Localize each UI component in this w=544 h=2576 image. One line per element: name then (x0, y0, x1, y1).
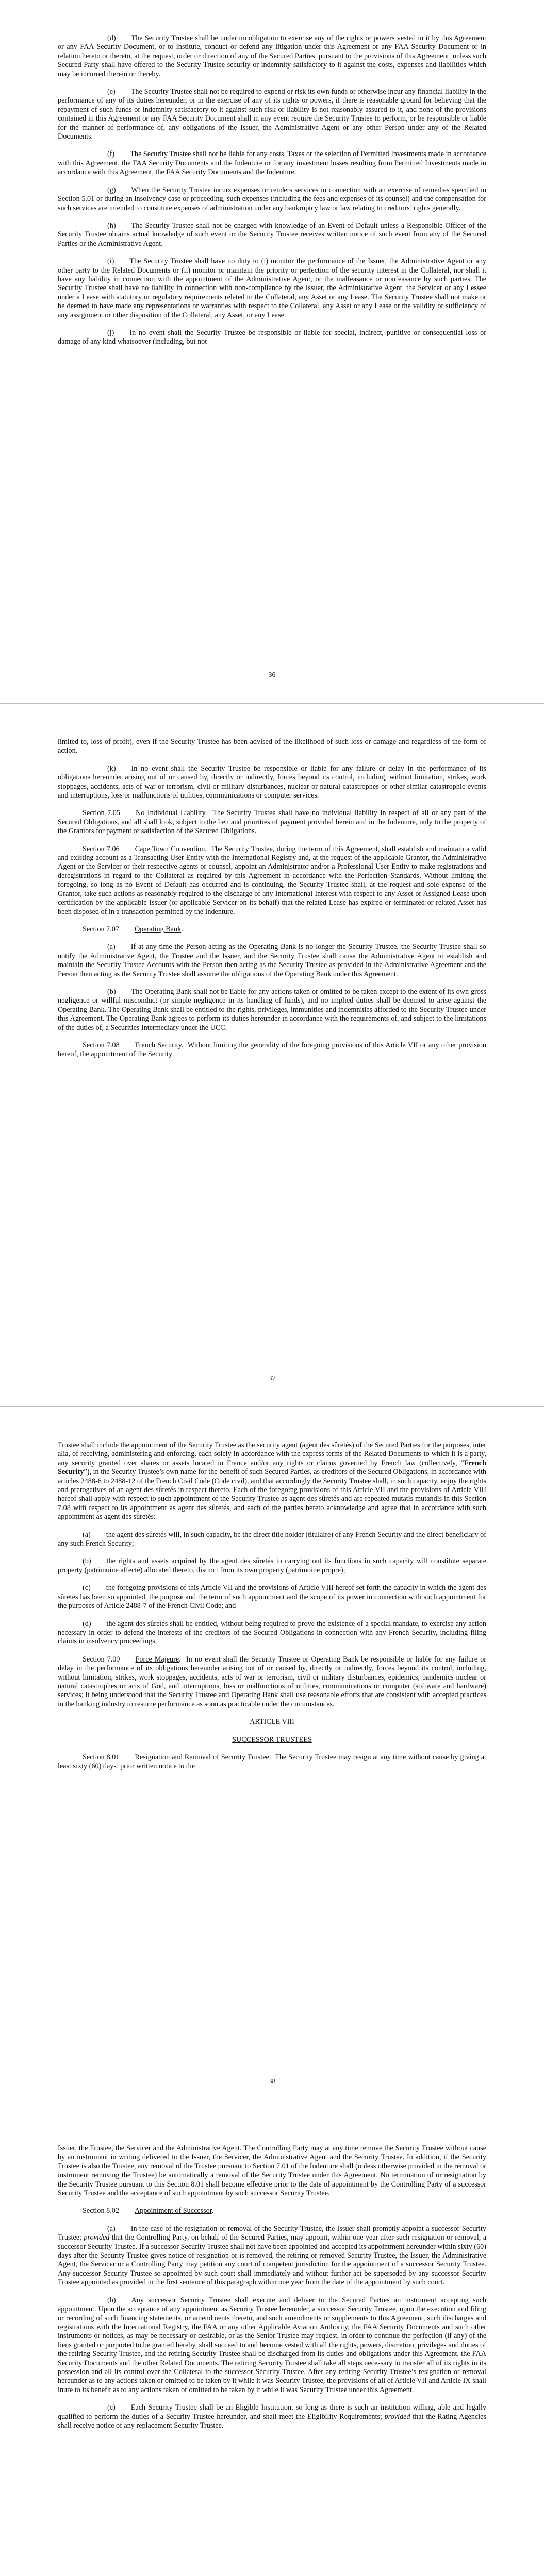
section-8-02: Section 8.02 Appointment of Successor. (83, 2207, 214, 2215)
french-security-intro: Trustee shall include the appointment of the Security Trustee as the security agent (agent des sûretés) of the Secured Parties for the purposes, inter alia, of receiving, administering and enforcing, each solely in accordance with the express terms of the Related Documents to which it is a party, any security granted over shares or assets located in France and/or any rights or claims governed by French law (collectively, “French Security”), in the Security Trustee’s own name for the benefit of such Secured Parties, as creditors of the Secured Obligations, in accordance with articles 2488-6 to 2488-12 of the French Civil Code (Code civil), and that accordingly the Security Trustee shall, in such capacity, enjoy the rights and prerogatives of an agent des sûretés in respect thereto. Each of the foregoing provisions of this Article VII and the provisions of Article VIII hereof shall apply with respect to such appointment of the Security Trustee as agent des sûretés and are repeated mutatis mutandis in this Section 7.08 with respect to its appointment as agent des sûretés, and each of the parties hereto acknowledge and agree that in accordance with such appointment as agent des sûretés: (58, 1441, 486, 1521)
paragraph-f: (f) The Security Trustee shall not be liable for any costs, Taxes or the selection of Permitted Investments made in accordance with this Agreement, the FAA Security Documents and the Indenture or for any investment losses resulting from Permitted Investments made in accordance with this Agreement, the FAA Security Documents and the Indenture. (58, 150, 486, 177)
page-number: 36 (268, 671, 276, 679)
paragraph-8-02-a: (a) In the case of the resignation or removal of the Security Trustee, the Issuer shall promptly appoint a successor Security Trustee; provided that the Controlling Party, on behalf of the Secured Parties, may appoint, within one year after such resignation or removal, a successor Security Trustee. If a successor Security Trustee shall not have been appointed and accepted its appointment hereunder within sixty (60) days after the Security Trustee gives notice of resignation or is removed, the retiring or removed Security Trustee, the Issuer, the Administrative Agent, the Servicer or a Controlling Party may petition any court of competent jurisdiction for the appointment of a successor Security Trustee. Any successor Security Trustee so appointed by such court shall immediately and without further act be superseded by any successor Security Trustee appointed as provided in the first sentence of this paragraph within one year from the date of the appointment by such court. (58, 2224, 487, 2287)
section-7-09: Section 7.09 Force Majeure. In no event shall the Security Trustee or Operating Bank be responsible or liable for any failure or delay in the performance of its obligations hereunder arising out of or caused by, directly or indirectly, forces beyond its control, including, without limitation, strikes, work stoppages, accidents, acts of war or terrorism, civil or military disturbances, epidemics, pandemics nuclear or natural catastrophes or acts of God, and interruptions, loss or malfunctions of utilities, communications or computer (software and hardware) services; it being understood that the Security Trustee and Operating Bank shall use reasonable efforts that are consistent with accepted practices in the banking industry to resume performance as soon as practicable under the circumstances. (58, 1655, 487, 1708)
paragraph-e: (e) The Security Trustee shall not be required to expend or risk its own funds or otherwise incur any financial liability in the performance of any of its duties hereunder, or in the exercise of any of its rights or powers, if there is reasonable ground for believing that the repayment of such funds or indemnity satisfactory to it against such risk or liability is not reasonably assured to it, and none of the provisions contained in this Agreement or any FAA Security Document shall in any event require the Security Trustee to perform, or be responsible or liable for the manner of performance of, any obligations of the Issuer, the Administrative Agent or any other Person under any of the Related Documents. (58, 88, 486, 141)
section-7-07: Section 7.07 Operating Bank. (83, 925, 183, 934)
paragraph-k: (k) In no event shall the Security Trustee be responsible or liable for any failure or delay in the performance of its obligations hereunder arising out of or caused by, directly or indirectly, forces beyond its control, including, without limitation, strikes, work stoppages, accidents, acts of war or terrorism, civil or military disturbances, nuclear or natural catastrophes or other similar catastrophic events and interruptions, loss or malfunctions of utilities, communications or computer services. (58, 764, 486, 800)
section-title: Force Majeure (135, 1655, 179, 1664)
document-page (0, 0, 544, 703)
section-7-06: Section 7.06 Cape Town Convention. The Security Trustee, during the term of this Agreement, shall establish and maintain a valid and existing account as a Transacting User Entity with the International Registry and, at the request of the applicable Grantor, the Administrative Agent or the Servicer or their respective agents or counsel, appoint an Administrator and/or a Professional User Entity to make registrations and deregistrations in regard to the Collateral as required by this Agreement in accordance with the Perfection Standards. Without limiting the foregoing, so long as no Event of Default has occurred and is continuing, the Security Trustee shall, at the request and sole expense of the Grantor, take such actions as reasonably required to the discharge of any International Interest with respect to any Asset or Assigned Lease upon certification by the applicable Issuer (or applicable Servicer on its behalf) that the related Lease has expired or terminated or related Asset has been disposed of in a transaction permitted by the Indenture. (58, 844, 487, 916)
section-7-08: Section 7.08 French Security. Without limiting the generality of the foregoing provisions of this Article VII or any other provision hereof, the appointment of the Security (58, 1041, 486, 1059)
page-number: 38 (268, 2078, 276, 2086)
section-title: Operating Bank (134, 925, 182, 934)
continuation-text: Issuer, the Trustee, the Servicer and the Administrative Agent. The Controlling Party may at any time remove the Security Trustee without cause by an instrument in writing delivered to the Issuer, the Servicer, the Administrative Agent and the Security Trustee. In addition, if the Security Trustee is also the Trustee, any removal of the Trustee pursuant to Section 7.01 of the Indenture shall (unless otherwise provided in the removal or instrument removing the Trustee) be automatically a removal of the Security Trustee under this Agreement. No termination of or resignation by the Security Trustee pursuant to this Section 8.01 shall become effective prior to the date of appointment by the Controlling Party of a successor Security Trustee and the acceptance of such appointment by such successor Security Trustee. (58, 2144, 486, 2198)
paragraph-7-07-a: (a) If at any time the Person acting as the Operating Bank is no longer the Security Trustee, the Security Trustee shall so notify the Administrative Agent, the Trustee and the Issuer, and the Security Trustee shall cause the Administrative Agent to establish and maintain the Security Trustee Accounts with the Person then acting as the Security Trustee as provided in the Administrative Agreement and the Person then acting as the Security Trustee shall assume the obligations of the Operating Bank under this Agreement. (58, 943, 486, 978)
article-title: SUCCESSOR TRUSTEES (232, 1735, 312, 1744)
paragraph-7-07-b: (b) The Operating Bank shall not be liable for any actions taken or omitted to be taken except to the extent of its own gross negligence or willful misconduct (or simple negligence in its handling of funds), and no implied duties shall be deemed to arise against the Operating Bank. The Operating Bank shall be entitled to the rights, privileges, immunities and indemnities afforded to the Security Trustee under this Agreement. The Operating Bank agrees to perform its duties hereunder in accordance with the requirements of, and subject to the limitations of the duties of, a Securities Intermediary under the UCC. (58, 987, 486, 1032)
page-number: 37 (268, 1375, 276, 1382)
article-heading: ARTICLE VIII (250, 1718, 294, 1726)
paragraph-7-08-b: (b) the rights and assets acquired by the agent des sûretés in carrying out its functions in such capacity will constitute separate property (patrimoine affecté) allocated thereto, distinct from its own property (patrimoine propre); (58, 1557, 486, 1574)
section-title: Cape Town Convention (135, 844, 205, 853)
paragraph-h: (h) The Security Trustee shall not be charged with knowledge of an Event of Default unless a Responsible Officer of the Security Trustee obtains actual knowledge of such event or the Security Trustee receives written notice of such event from any of the Secured Parties or the Administrative Agent. (58, 221, 486, 248)
document-page (0, 703, 544, 1406)
paragraph-g: (g) When the Security Trustee incurs expenses or renders services in connection with an exercise of remedies specified in Section 5.01 or during an insolvency case or proceeding, such expenses (including the fees and expenses of its counsel) and the compensation for such services are intended to constitute expenses of administration under any bankruptcy law or law relating to creditors’ rights generally. (58, 185, 486, 212)
paragraph-8-02-c: (c) Each Security Trustee shall be an Eligible Institution, so long as there is such an institution willing, able and legally qualified to perform the duties of a Security Trustee hereunder, and shall meet the Eligibility Requirements; provided that the Rating Agencies shall receive notice of any replacement Security Trustee. (58, 2403, 486, 2430)
section-title: French Security (135, 1041, 182, 1049)
proviso: provided (84, 2233, 110, 2242)
paragraph-7-08-c: (c) the foregoing provisions of this Article VII and the provisions of Article VIII hereof set forth the capacity in which the agent des sûretés has been so appointed, the purpose and the term of such appointment and the scope of its power in connection with such appointment for the purposes of Article 2488-7 of the French Civil Code; and (58, 1584, 486, 1611)
section-title: Appointment of Successor (134, 2207, 212, 2215)
section-title: Resignation and Removal of Security Trustee (135, 1753, 269, 1761)
document-page (0, 2110, 544, 2576)
paragraph-j: (j) In no event shall the Security Trustee be responsible or liable for special, indirect, punitive or consequential loss or damage of any kind whatsoever (including, but not (58, 328, 486, 346)
document-page (0, 1406, 544, 2110)
continuation-text: limited to, loss of profit), even if the Security Trustee has been advised of the likelihood of such loss or damage and regardless of the form of action. (58, 738, 486, 755)
paragraph-7-08-a: (a) the agent des sûretés will, in such capacity, be the direct title holder (titulaire) of any French Security and the direct beneficiary of any such French Security; (58, 1530, 486, 1548)
paragraph-d: (d) The Security Trustee shall be under no obligation to exercise any of the rights or powers vested in it by this Agreement or any FAA Security Document, or to institute, conduct or defend any litigation under this Agreement or any FAA Security Document or in relation hereto or thereto, at the request, order or direction of any of the Secured Parties, pursuant to the provisions of this Agreement, unless such Secured Party shall have offered to the Security Trustee security or indemnity satisfactory to it against the costs, expenses and liabilities which may be incurred therein or thereby. (58, 34, 486, 78)
defined-term: French Security (58, 1459, 486, 1477)
section-title: No Individual Liability (135, 809, 205, 818)
paragraph-7-08-d: (d) the agent des sûretés shall be entitled, without being required to prove the existence of a special mandate, to exercise any action necessary in order to defend the interests of the creditors of the Secured Obligations in connection with any French Security, including filing claims in insolvency proceedings. (58, 1619, 486, 1646)
proviso: provided (384, 2412, 410, 2421)
section-7-05: Section 7.05 No Individual Liability. The Security Trustee shall have no individual liability in respect of all or any part of the Secured Obligations, and all shall look, subject to the lien and priorities of payment provided herein and in the Indenture, only to the property of the Grantors for payment or satisfaction of the Secured Obligations. (58, 809, 486, 836)
paragraph-8-02-b: (b) Any successor Security Trustee shall execute and deliver to the Secured Parties an instrument accepting such appointment. Upon the acceptance of any appointment as Security Trustee hereunder, a successor Security Trustee, upon the execution and filing or recording of such financing statements, or amendments thereto, and such amendments or supplements to this Agreement, such discharges and registrations with the International Registry, the FAA or any other Applicable Aviation Authority, the FAA Security Documents and such other instruments or notices, as may be necessary or desirable, or as the Senior Trustee may request, in order to continue the perfection (if any) of the liens granted or purported to be granted hereby, shall succeed to and become vested with all the rights, powers, discretion, privileges and duties of the retiring Security Trustee, and the retiring Security Trustee shall be discharged from its duties and obligations under this Agreement, the FAA Security Documents and the other Related Documents. The retiring Security Trustee shall take all steps necessary to transfer all of its rights in its possession and all its control over the Collateral to the successor Security Trustee. After any retiring Security Trustee’s resignation or removal hereunder as to any actions taken or omitted to be taken by it while it was Security Trustee, the provisions of all of Article VII and Article IX shall inure to its benefit as to any actions taken or omitted to be taken by it while it was Security Trustee under this Agreement. (58, 2296, 486, 2394)
paragraph-i: (i) The Security Trustee shall have no duty to (i) monitor the performance of the Issuer, the Administrative Agent or any other party to the Related Documents or (ii) monitor or maintain the priority or perfection of the security interest in the Collateral, nor shall it have any liability in connection with the appointment of the Administrative Agent, or the malfeasance or nonfeasance by such parties. The Security Trustee shall have no liability in connection with non-compliance by the Issuer, the Administrative Agent, the Servicer or any Lessee under a Lease with statutory or regulatory requirements related to the Collateral, any Asset or any Lease. The Security Trustee shall not make or be deemed to have made any representations or warranties with respect to the Collateral, any Asset or any Lease or the validity or sufficiency of any assignment or other disposition of the Collateral, any Asset, or any Lease. (58, 257, 486, 319)
section-8-01: Section 8.01 Resignation and Removal of Security Trustee. The Security Trustee may resign at any time without cause by giving at least sixty (60) days’ prior written notice to the (58, 1753, 486, 1771)
